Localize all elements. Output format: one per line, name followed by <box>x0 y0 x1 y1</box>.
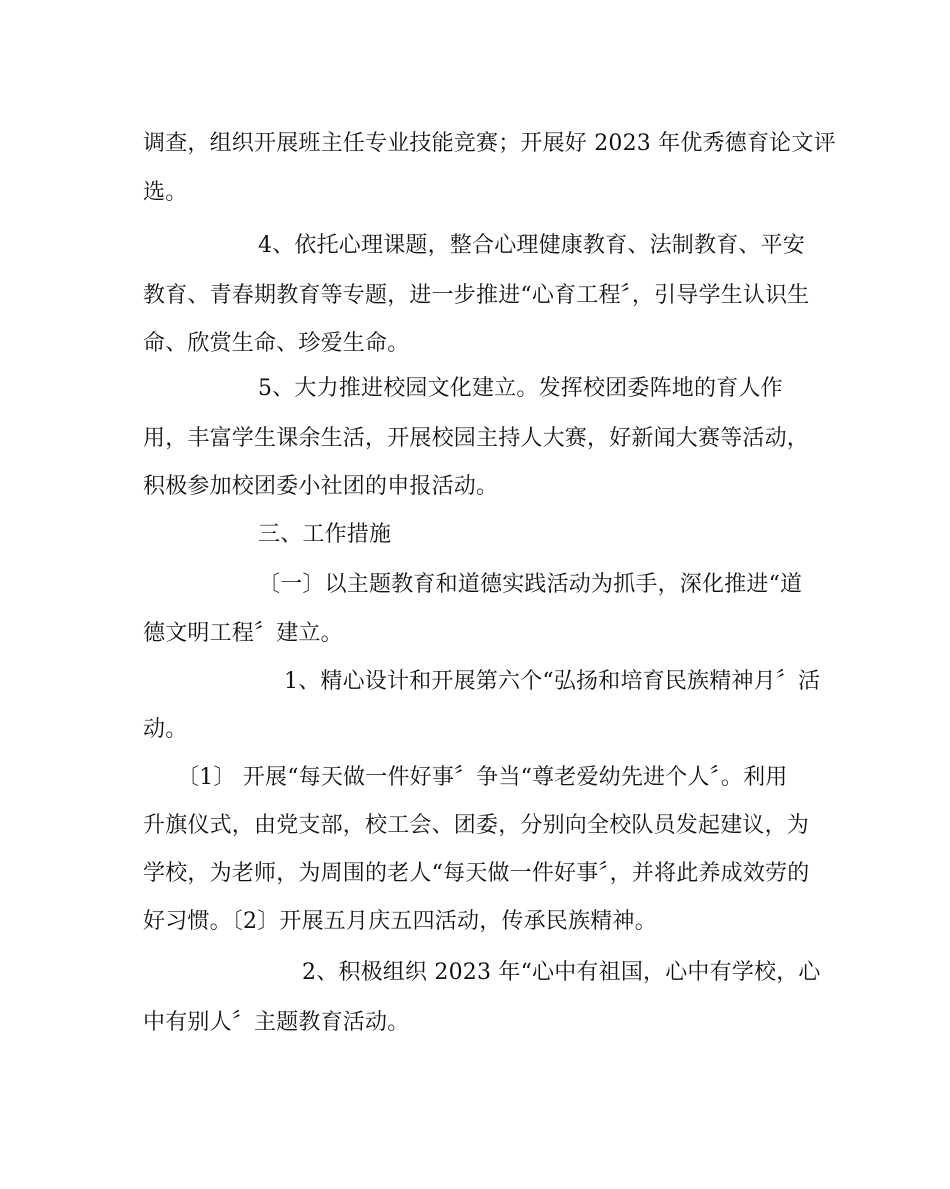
text-line: 〔1〕 开展“每天做一件好事〞争当“尊老爱幼先进个人〞。利用 <box>177 765 788 790</box>
text-line: 积极参加校团委小社团的申报活动。 <box>143 474 499 499</box>
text-line: 调查，组织开展班主任专业技能竞赛；开展好 2023 年优秀德育论文评 <box>143 131 836 156</box>
text-line: 1、精心设计和开展第六个“弘扬和培育民族精神月〞活 <box>284 669 821 694</box>
subsection-heading: 〔一〕以主题教育和道德实践活动为抓手，深化推进“道 <box>258 572 803 597</box>
text-line: 中有别人〞主题教育活动。 <box>143 1010 410 1035</box>
text-line: 2、积极组织 2023 年“心中有祖国，心中有学校，心 <box>302 960 821 985</box>
text-line: 命、欣赏生命、珍爱生命。 <box>143 331 410 356</box>
section-heading: 三、工作措施 <box>258 522 392 547</box>
text-line: 升旗仪式，由党支部，校工会、团委，分别向全校队员发起建议，为 <box>143 813 810 838</box>
text-line: 用，丰富学生课余生活，开展校园主持人大赛，好新闻大赛等活动， <box>143 426 810 451</box>
text-line: 德文明工程〞建立。 <box>143 621 343 646</box>
text-line: 4、依托心理课题，整合心理健康教育、法制教育、平安 <box>258 233 805 258</box>
text-line: 学校，为老师，为周围的老人“每天做一件好事〞，并将此养成效劳的 <box>143 861 810 886</box>
text-line: 好习惯。〔2〕开展五月庆五四活动，传承民族精神。 <box>143 909 657 934</box>
text-line: 5、大力推进校园文化建立。发挥校团委阵地的育人作 <box>258 376 783 401</box>
text-line: 选。 <box>143 180 188 205</box>
text-line: 教育、青春期教育等专题，进一步推进“心育工程〞，引导学生认识生 <box>143 283 810 308</box>
text-line: 动。 <box>143 717 188 742</box>
